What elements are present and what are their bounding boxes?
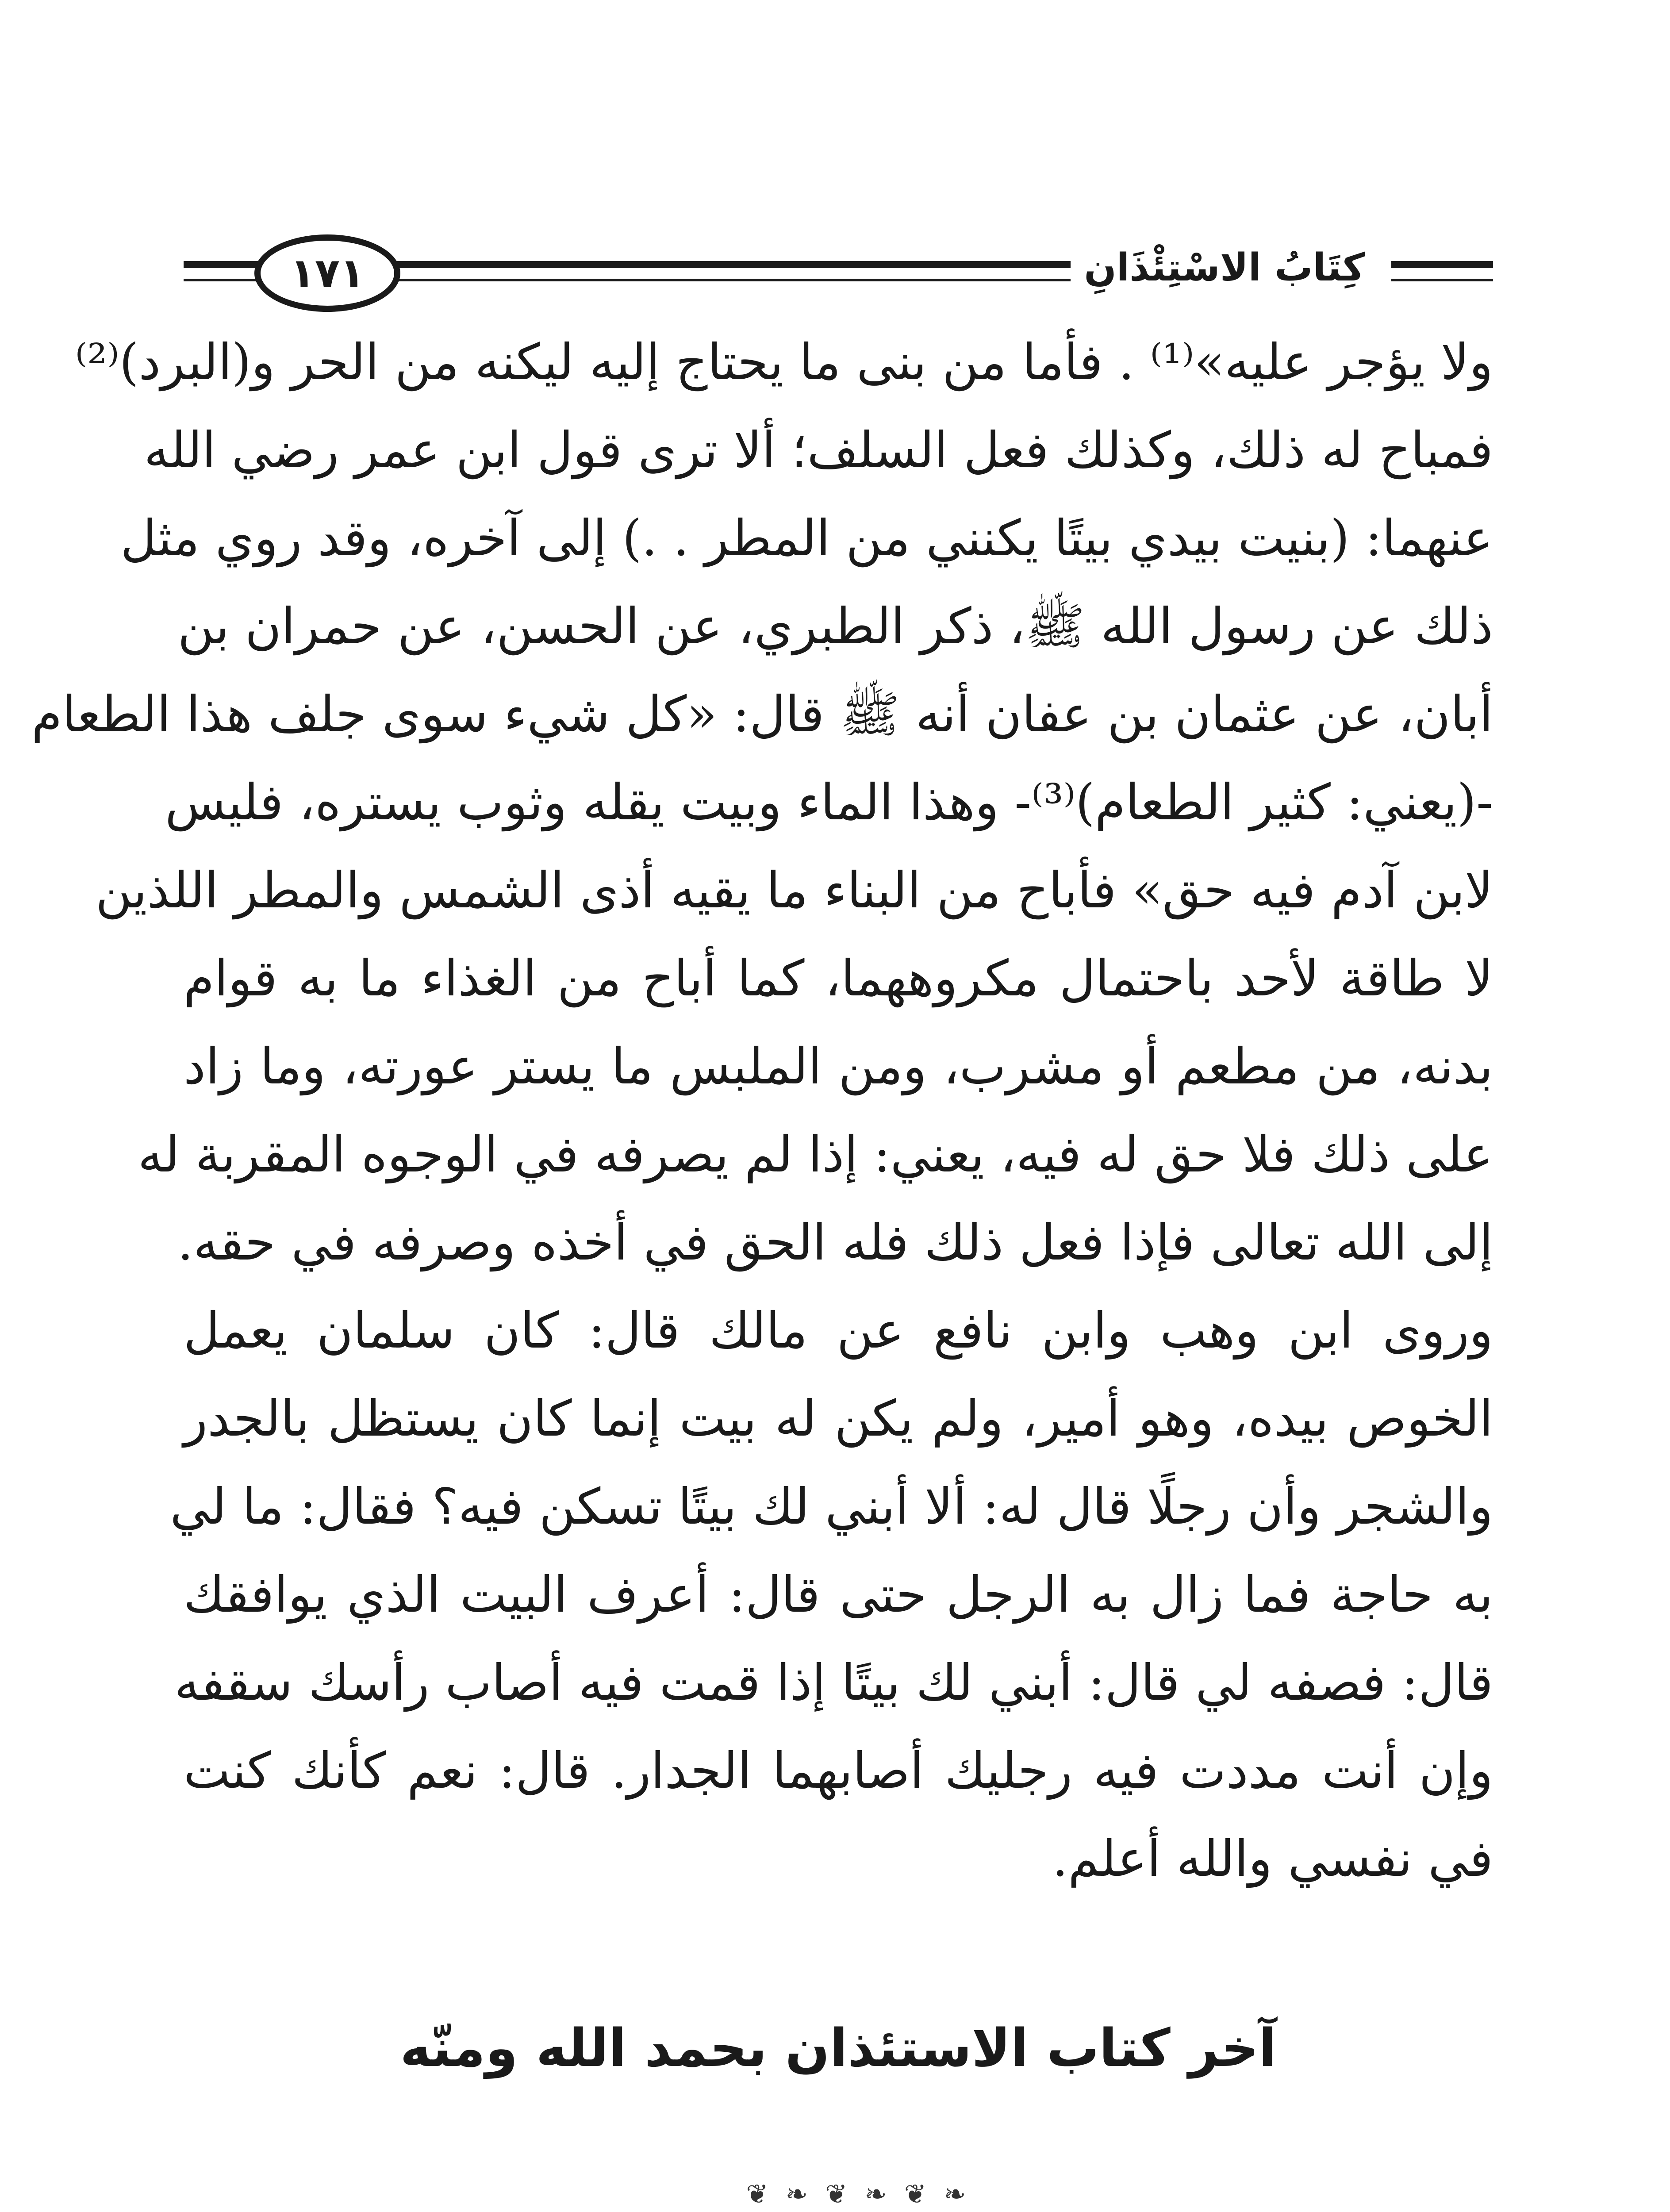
text-line: الخوص بيده، وهو أمير، ولم يكن له بيت إنما كان يستظل بالجدر <box>184 1390 1493 1448</box>
ornament-divider: ❦ ❧ ❦ ❧ ❦ ❧ <box>746 2179 971 2210</box>
text-line: فمباح له ذلك، وكذلك فعل السلف؛ ألا ترى قول ابن عمر رضي الله <box>144 422 1493 479</box>
body-text <box>31 319 1493 1903</box>
text-line: وروى ابن وهب وابن نافع عن مالك قال: كان سلمان يعمل <box>184 1302 1493 1359</box>
text-line: به حاجة فما زال به الرجل حتى قال: أعرف البيت الذي يوافقك <box>184 1566 1493 1624</box>
text-line: وإن أنت مددت فيه رجليك أصابهما الجدار. قال: نعم كأنك كنت <box>184 1742 1493 1800</box>
page-number-frame <box>254 234 400 312</box>
page-header <box>184 230 1493 319</box>
header-rule-right-bottom <box>1391 279 1493 281</box>
header-rule-left-bottom <box>184 279 259 281</box>
text-line: ذلك عن رسول الله ﷺ، ذكر الطبري، عن الحسن، عن حمران بن <box>177 598 1493 655</box>
closing-heading: آخر كتاب الاستئذان بحمد الله ومنّه <box>400 2017 1277 2078</box>
header-rule-left-top <box>184 261 259 268</box>
text-line: إلى الله تعالى فإذا فعل ذلك فله الحق في أخذه وصرفه في حقه. <box>177 1214 1493 1271</box>
header-rule-right-top <box>1391 261 1493 268</box>
running-title: كِتَابُ الاسْتِئْذَانِ <box>1071 246 1378 290</box>
text-line: لا طاقة لأحد باحتمال مكروههما، كما أباح من الغذاء ما به قوام <box>184 950 1493 1007</box>
text-line: والشجر وأن رجلًا قال له: ألا أبني لك بيتًا تسكن فيه؟ فقال: ما لي <box>170 1478 1493 1536</box>
text-line: على ذلك فلا حق له فيه، يعني: إذا لم يصرفه في الوجوه المقربة له <box>138 1126 1493 1183</box>
text-line: ولا يؤجر عليه»⁽¹⁾ . فأما من بنى ما يحتاج إليه ليكنه من الحر و(البرد)⁽²⁾ <box>75 334 1493 391</box>
text-line: -(يعني: كثير الطعام)⁽³⁾- وهذا الماء وبيت يقله وثوب يستره، فليس <box>165 774 1493 831</box>
page-number: ١٧١ <box>290 250 365 297</box>
text-line: لابن آدم فيه حق» فأباح من البناء ما يقيه أذى الشمس والمطر اللذين <box>96 862 1493 919</box>
text-line: بدنه، من مطعم أو مشرب، ومن الملبس ما يستر عورته، وما زاد <box>184 1038 1493 1095</box>
text-line: قال: فصفه لي قال: أبني لك بيتًا إذا قمت فيه أصاب رأسك سقفه <box>174 1654 1493 1712</box>
text-line: عنهما: (بنيت بيدي بيتًا يكنني من المطر . .) إلى آخره، وقد روي مثل <box>120 510 1493 567</box>
text-line: في نفسي والله أعلم. <box>1052 1830 1493 1888</box>
text-line: أبان، عن عثمان بن عفان أنه ﷺ قال: «كل شيء سوى جلف هذا الطعام <box>31 686 1493 743</box>
